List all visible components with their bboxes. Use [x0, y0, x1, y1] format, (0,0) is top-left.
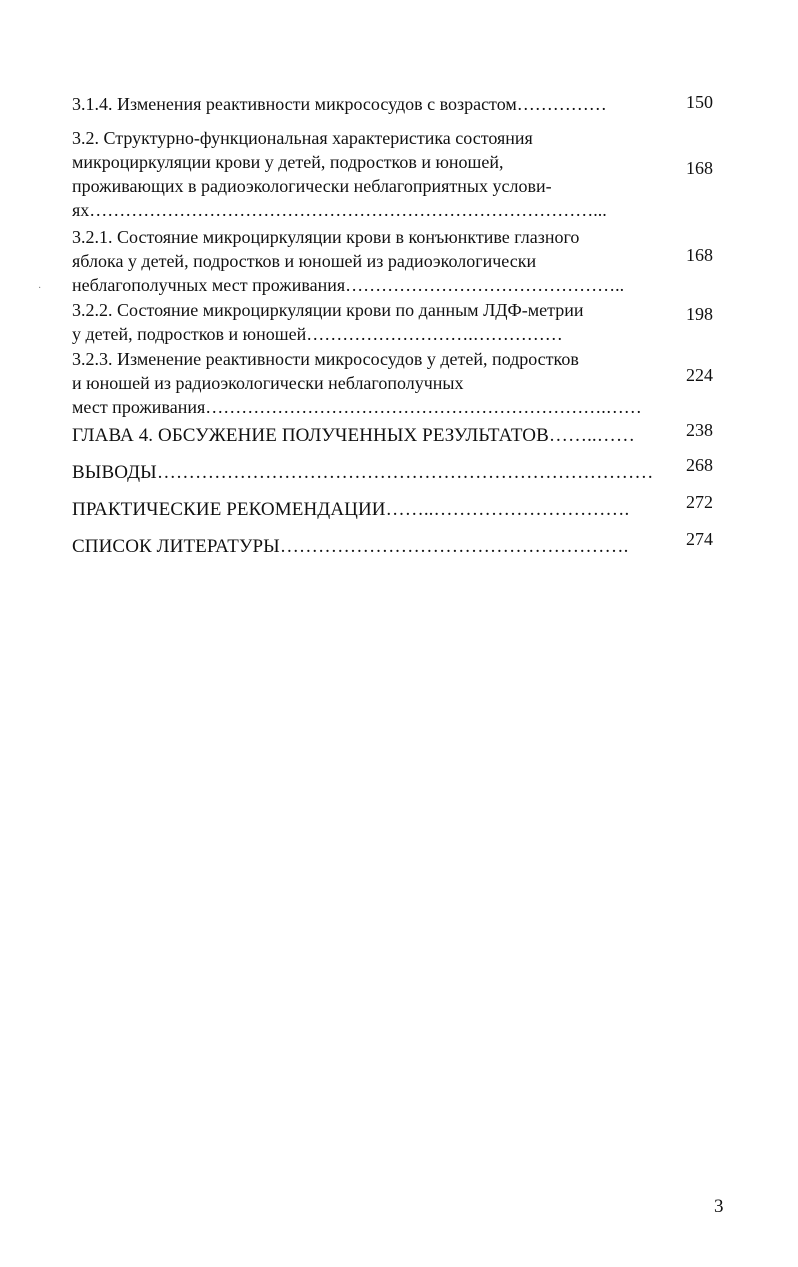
toc-line: 3.2.1. Состояние микроциркуляции крови в конъюнктиве глазного: [72, 227, 580, 247]
toc-line: яблока у детей, подростков и юношей из радиоэкологически: [72, 251, 537, 271]
toc-page-number: 198: [686, 304, 713, 324]
toc-line: СПИСОК ЛИТЕРАТУРЫ……………………………………………….: [72, 536, 629, 557]
toc-line: проживающих в радиоэкологически неблагоприятных услови-: [72, 176, 552, 196]
toc-line: 3.2.2. Состояние микроциркуляции крови по данным ЛДФ-метрии: [72, 300, 584, 320]
toc-page-number: 168: [686, 245, 713, 265]
toc-line: 3.2.3. Изменение реактивности микрососудов у детей, подростков: [72, 349, 579, 369]
toc-entry-title: [72, 92, 662, 116]
toc-line: мест проживания………………………………………………………….……: [72, 397, 642, 417]
toc-line: ГЛАВА 4. ОБСУЖЕНИЕ ПОЛУЧЕННЫХ РЕЗУЛЬТАТОВ……..……: [72, 425, 635, 446]
toc-line: неблагополучных мест проживания………………………………………..: [72, 275, 625, 295]
stray-mark: ·: [38, 283, 42, 294]
toc-entry-title: [72, 126, 662, 222]
toc-line: ПРАКТИЧЕСКИЕ РЕКОМЕНДАЦИИ……..………………………….: [72, 499, 630, 520]
toc-page-number: 238: [686, 420, 713, 440]
toc-line: и юношей из радиоэкологически неблагополучных: [72, 373, 464, 393]
toc-line: ях…………………………………………………………………………...: [72, 200, 607, 220]
toc-page-number: 274: [686, 529, 713, 549]
toc-line: 3.1.4. Изменения реактивности микрососудов с возрастом……………: [72, 94, 607, 114]
toc-page-number: 268: [686, 455, 713, 475]
toc-entry-title: [72, 298, 662, 346]
toc-entry-title: [72, 461, 662, 485]
toc-entry-title: [72, 225, 662, 297]
toc-entry-title: [72, 347, 662, 419]
toc-line: 3.2. Структурно-функциональная характеристика состояния: [72, 128, 533, 148]
page-folio: 3: [714, 1196, 724, 1217]
toc-page-number: 272: [686, 492, 713, 512]
toc-line: ВЫВОДЫ……………………………………………………………………: [72, 462, 654, 483]
toc-entry-title: [72, 424, 662, 448]
toc-page-number: 150: [686, 92, 713, 112]
toc-page-number: 224: [686, 365, 713, 385]
toc-page-number: 168: [686, 158, 713, 178]
toc-line: у детей, подростков и юношей……………………….……………: [72, 324, 563, 344]
toc-line: микроциркуляции крови у детей, подростков и юношей,: [72, 152, 504, 172]
toc-entry-title: [72, 498, 662, 522]
toc-entry-title: [72, 535, 662, 559]
